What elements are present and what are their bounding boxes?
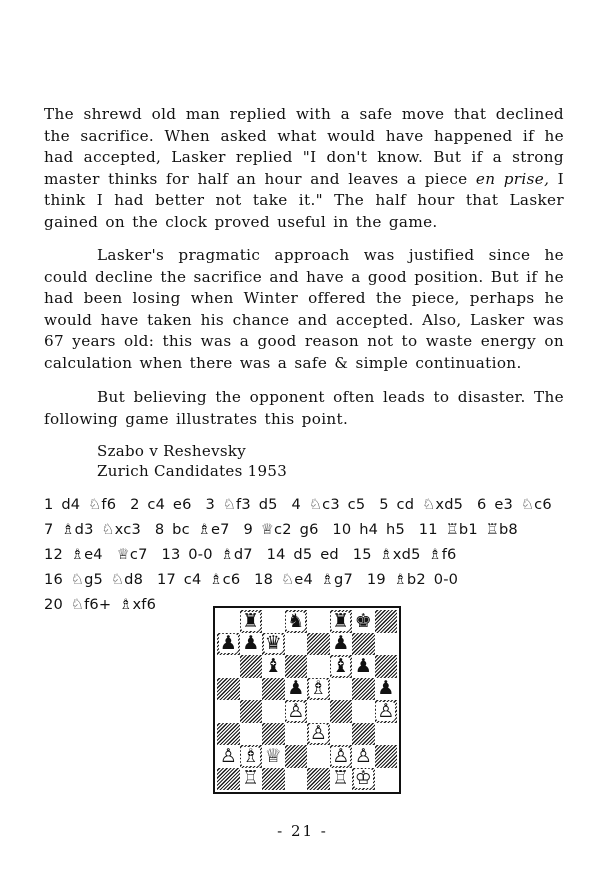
square-d7 <box>285 633 308 656</box>
page-number: - 21 - <box>277 822 328 840</box>
chess-piece: ♕ <box>264 744 282 767</box>
square-e1 <box>307 768 330 791</box>
square-c6 <box>262 655 285 678</box>
square-f5 <box>330 678 353 701</box>
square-e4 <box>307 700 330 723</box>
square-d3 <box>285 723 308 746</box>
square-c8 <box>262 610 285 633</box>
chess-piece: ♙ <box>377 699 395 722</box>
chess-piece: ♟ <box>219 632 237 655</box>
square-f7 <box>330 633 353 656</box>
move-entry: 8 bc ♗e7 <box>154 521 230 538</box>
chess-piece: ♙ <box>354 744 372 767</box>
chess-piece: ♙ <box>219 744 237 767</box>
square-b6 <box>240 655 263 678</box>
square-f4 <box>330 700 353 723</box>
chess-piece: ♗ <box>242 744 260 767</box>
italic-phrase: en prise, <box>475 169 550 188</box>
paragraph-2: Lasker's pragmatic approach was justified since he could decline the sacrifice and have a good position. But if he had been losing when Winter offered the piece, perhaps he would have taken his chance and accepted. Also, Lasker was 67 years old: this was a good reason not to waste energy on calculation when there was a safe & simple continuation. <box>44 246 564 372</box>
move-entry: 2 c4 e6 <box>130 496 192 513</box>
chess-piece: ♚ <box>354 609 372 632</box>
chess-piece: ♜ <box>242 609 260 632</box>
square-h8 <box>375 610 398 633</box>
square-a1 <box>217 768 240 791</box>
move-entry: 20 ♘f6+ ♗xf6 <box>44 596 157 613</box>
chess-piece: ♟ <box>287 677 305 700</box>
square-f3 <box>330 723 353 746</box>
chess-piece: ♝ <box>332 654 350 677</box>
chess-piece: ♖ <box>332 767 350 790</box>
chess-piece: ♙ <box>332 744 350 767</box>
chess-piece: ♟ <box>377 677 395 700</box>
square-a5 <box>217 678 240 701</box>
move-entry: ♕c7 <box>116 546 148 563</box>
move-entry: 4 ♘c3 c5 <box>291 496 366 513</box>
square-c3 <box>262 723 285 746</box>
square-f6 <box>330 655 353 678</box>
chess-piece: ♙ <box>309 722 327 745</box>
square-g3 <box>352 723 375 746</box>
square-f8 <box>330 610 353 633</box>
square-d5 <box>285 678 308 701</box>
square-a2 <box>217 745 240 768</box>
square-e6 <box>307 655 330 678</box>
square-b5 <box>240 678 263 701</box>
square-g5 <box>352 678 375 701</box>
square-e2 <box>307 745 330 768</box>
square-d2 <box>285 745 308 768</box>
square-h4 <box>375 700 398 723</box>
square-b3 <box>240 723 263 746</box>
move-entry: 9 ♕c2 g6 <box>243 521 319 538</box>
square-c2 <box>262 745 285 768</box>
game-players: Szabo v Reshevsky <box>97 442 247 460</box>
chess-piece: ♗ <box>309 677 327 700</box>
chess-piece: ♜ <box>332 609 350 632</box>
move-entry: 15 ♗xd5 ♗f6 <box>352 546 457 563</box>
chess-piece: ♖ <box>242 767 260 790</box>
square-d8 <box>285 610 308 633</box>
game-header <box>97 441 287 481</box>
square-h6 <box>375 655 398 678</box>
square-a3 <box>217 723 240 746</box>
move-entry: 16 ♘g5 ♘d8 <box>44 571 144 588</box>
move-entry: 13 0-0 ♗d7 <box>161 546 253 563</box>
move-entry: 11 ♖b1 ♖b8 <box>418 521 518 538</box>
move-entry: 19 ♗b2 0-0 <box>366 571 459 588</box>
square-b7 <box>240 633 263 656</box>
square-h1 <box>375 768 398 791</box>
square-a8 <box>217 610 240 633</box>
square-f2 <box>330 745 353 768</box>
square-g1 <box>352 768 375 791</box>
chess-piece: ♟ <box>242 632 260 655</box>
square-b8 <box>240 610 263 633</box>
square-e3 <box>307 723 330 746</box>
move-entry: 12 ♗e4 <box>44 546 103 563</box>
square-g6 <box>352 655 375 678</box>
square-g2 <box>352 745 375 768</box>
square-d6 <box>285 655 308 678</box>
paragraph-3: But believing the opponent often leads to disaster. The following game illustrates this point. <box>44 388 564 428</box>
chess-piece: ♟ <box>354 654 372 677</box>
move-entry: 5 cd ♘xd5 <box>379 496 464 513</box>
move-entry: 6 e3 ♘c6 <box>477 496 552 513</box>
square-a4 <box>217 700 240 723</box>
square-g7 <box>352 633 375 656</box>
move-entry: 18 ♘e4 ♗g7 <box>254 571 353 588</box>
square-d1 <box>285 768 308 791</box>
square-g8 <box>352 610 375 633</box>
square-h2 <box>375 745 398 768</box>
move-entry: 1 d4 ♘f6 <box>44 496 117 513</box>
move-entry: 3 ♘f3 d5 <box>205 496 278 513</box>
square-e5 <box>307 678 330 701</box>
chess-diagram <box>213 606 401 794</box>
chess-piece: ♟ <box>332 632 350 655</box>
square-c7 <box>262 633 285 656</box>
square-b4 <box>240 700 263 723</box>
chess-board-grid <box>217 610 397 790</box>
square-c4 <box>262 700 285 723</box>
square-a6 <box>217 655 240 678</box>
move-entry: 17 c4 ♗c6 <box>156 571 241 588</box>
square-d4 <box>285 700 308 723</box>
move-entry: 14 d5 ed <box>266 546 339 563</box>
chess-piece: ♞ <box>287 609 305 632</box>
chess-piece: ♙ <box>287 699 305 722</box>
chess-piece: ♔ <box>354 767 372 790</box>
square-f1 <box>330 768 353 791</box>
move-entry: 7 ♗d3 ♘xc3 <box>44 521 141 538</box>
square-h5 <box>375 678 398 701</box>
square-e7 <box>307 633 330 656</box>
square-a7 <box>217 633 240 656</box>
square-e8 <box>307 610 330 633</box>
square-h3 <box>375 723 398 746</box>
square-c1 <box>262 768 285 791</box>
chess-piece: ♛ <box>264 632 282 655</box>
square-g4 <box>352 700 375 723</box>
square-b2 <box>240 745 263 768</box>
square-b1 <box>240 768 263 791</box>
paragraph-1: The shrewd old man replied with a safe move that declined the sacrifice. When asked what would have happened if he had accepted, Lasker replied "I don't know. But if a strong master thinks for half an hour and leaves a piece en prise, I think I had better not take it." The half hour that Lasker gained on the clock proved useful in the game. <box>44 105 564 231</box>
game-event: Zurich Candidates 1953 <box>97 462 288 480</box>
move-list <box>44 492 569 617</box>
square-c5 <box>262 678 285 701</box>
square-h7 <box>375 633 398 656</box>
move-entry: 10 h4 h5 <box>332 521 405 538</box>
chess-piece: ♝ <box>264 654 282 677</box>
